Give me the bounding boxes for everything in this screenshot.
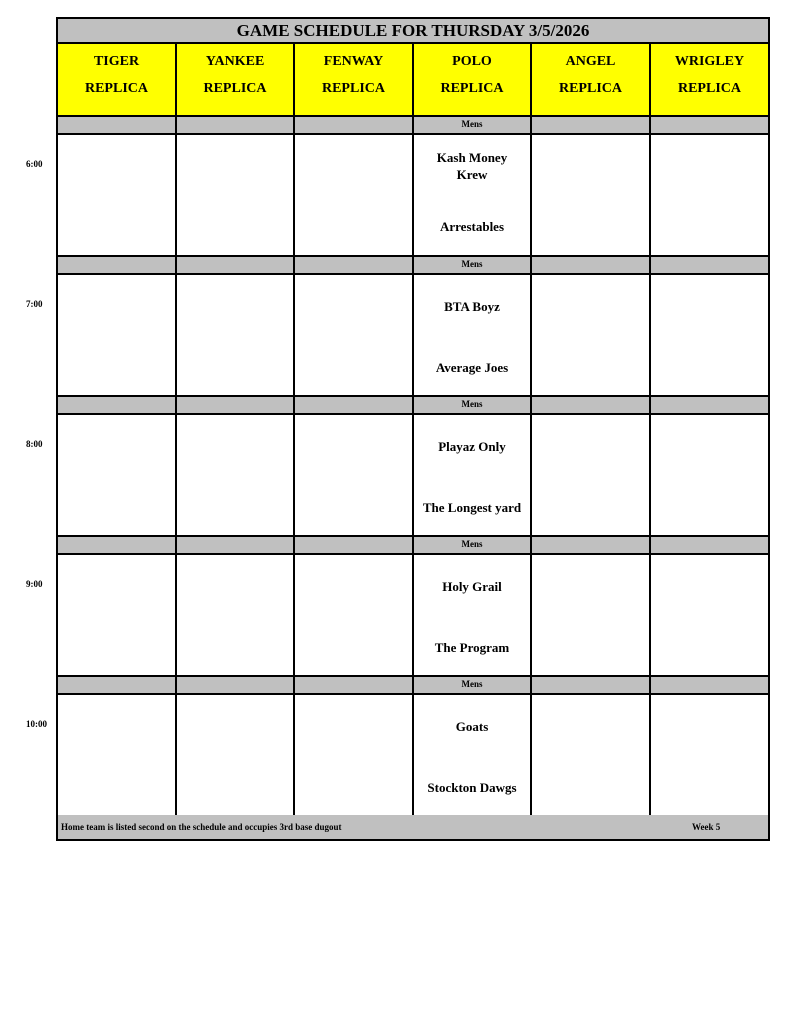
field-name: ANGEL [565,54,616,69]
game-cell [58,555,177,675]
time-column [0,0,56,1024]
footer-note: Home team is listed second on the schedule and occupies 3rd base dugout [61,822,342,832]
game-cell [532,415,651,535]
field-header-wrigley [651,44,768,115]
field-sub: REPLICA [558,81,622,96]
field-sub: REPLICA [677,81,741,96]
game-cell [177,135,295,255]
game-row [58,695,768,817]
schedule-footer [58,815,768,839]
field-header-tiger [58,44,177,115]
time-slot [58,677,768,817]
game-cell [58,275,177,395]
game-cell [532,555,651,675]
game-row [58,555,768,677]
game-cell [177,415,295,535]
division-label: Mens [414,257,532,273]
time-label: 7:00 [26,299,43,309]
game-cell [532,695,651,815]
schedule-table [56,17,770,841]
game-cell [295,555,414,675]
time-slot [58,257,768,397]
division-band [58,537,768,555]
game-cell [651,415,768,535]
game-cell [58,415,177,535]
division-label: Mens [414,677,532,693]
field-name: TIGER [93,54,140,69]
division-band [58,117,768,135]
time-label: 8:00 [26,439,43,449]
field-name: FENWAY [323,54,384,69]
field-header-row [58,44,768,117]
field-sub: REPLICA [321,81,385,96]
division-band [58,257,768,275]
time-slot [58,397,768,537]
home-team: Average Joes [435,360,509,375]
game-cell-polo [414,275,532,395]
time-label: 10:00 [26,719,47,729]
away-team: Holy Grail [442,579,502,594]
home-team: Arrestables [439,219,505,234]
division-band [58,677,768,695]
game-cell [295,415,414,535]
time-slot [58,117,768,257]
game-cell [295,695,414,815]
division-label: Mens [414,117,532,133]
game-cell-polo [414,555,532,675]
game-cell-polo [414,695,532,815]
game-cell-polo [414,415,532,535]
game-cell [651,135,768,255]
field-name: POLO [452,54,492,69]
division-band [58,397,768,415]
division-label: Mens [414,537,532,553]
game-cell [295,275,414,395]
game-cell [177,555,295,675]
time-slot [58,537,768,677]
away-team: Kash Money Krew [436,150,508,182]
home-team: The Program [434,640,510,655]
schedule-title: GAME SCHEDULE FOR THURSDAY 3/5/2026 [58,19,768,44]
game-cell [58,135,177,255]
game-cell-polo [414,135,532,255]
game-cell [295,135,414,255]
game-cell [532,275,651,395]
game-cell [651,695,768,815]
time-label: 9:00 [26,579,43,589]
field-header-yankee [177,44,295,115]
home-team: The Longest yard [422,500,522,515]
away-team: BTA Boyz [444,299,500,314]
game-row [58,275,768,397]
game-row [58,415,768,537]
game-cell [177,275,295,395]
field-sub: REPLICA [84,81,148,96]
field-sub: REPLICA [440,81,504,96]
time-label: 6:00 [26,159,43,169]
field-header-polo [414,44,532,115]
division-label: Mens [414,397,532,413]
field-sub: REPLICA [203,81,267,96]
field-header-fenway [295,44,414,115]
field-header-angel [532,44,651,115]
game-cell [58,695,177,815]
game-cell [177,695,295,815]
game-row [58,135,768,257]
away-team: Playaz Only [438,439,506,454]
week-label: Week 5 [692,822,721,832]
field-name: WRIGLEY [674,54,745,69]
home-team: Stockton Dawgs [427,780,517,795]
game-cell [651,275,768,395]
field-name: YANKEE [205,54,265,69]
away-team: Goats [455,719,489,734]
game-cell [651,555,768,675]
game-cell [532,135,651,255]
